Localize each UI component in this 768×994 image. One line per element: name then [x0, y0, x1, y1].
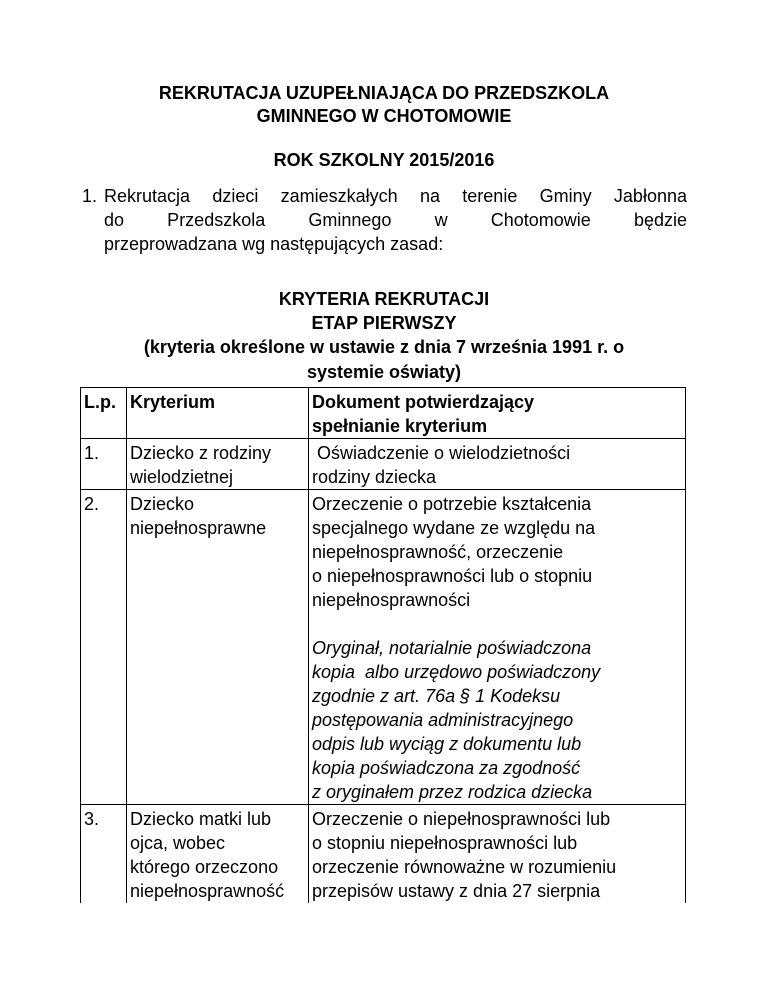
note-line: postępowania administracyjnego — [312, 710, 574, 730]
table-header-row — [81, 388, 686, 439]
note-line: odpis lub wyciąg z dokumentu lub — [312, 734, 582, 754]
document-line: niepełnosprawności — [312, 590, 471, 610]
criterion-line: Dziecko — [130, 494, 195, 514]
row-lp: 1. — [81, 439, 127, 490]
document-line: przepisów ustawy z dnia 27 sierpnia — [312, 881, 601, 901]
header-criterion: Kryterium — [127, 388, 309, 439]
row-criterion — [127, 490, 309, 805]
document-line: Orzeczenie o niepełnosprawności lub — [312, 809, 611, 829]
document-line: niepełnosprawność, orzeczenie — [312, 542, 564, 562]
header-document — [309, 388, 686, 439]
school-year-heading: ROK SZKOLNY 2015/2016 — [273, 150, 495, 170]
document-title-line-2: GMINNEGO W CHOTOMOWIE — [256, 106, 512, 126]
intro-line: Rekrutacja dzieci zamieszkałych na terenie Gminy Jabłonna — [104, 186, 687, 206]
document-line: Orzeczenie o potrzebie kształcenia — [312, 494, 592, 514]
table-row — [81, 805, 686, 904]
row-document — [309, 490, 686, 805]
note-line: z oryginałem przez rodzica dziecka — [312, 782, 593, 802]
criterion-line: niepełnosprawne — [130, 518, 267, 538]
intro-line: do Przedszkola Gminnego w Chotomowie będzie — [104, 210, 687, 230]
document-title-line-1: REKRUTACJA UZUPEŁNIAJĄCA DO PRZEDSZKOLA — [158, 83, 610, 103]
document-line: orzeczenie równoważne w rozumieniu — [312, 857, 617, 877]
note-line: kopia albo urzędowo poświadczony — [312, 662, 601, 682]
criteria-subheading-line-1: (kryteria określone w ustawie z dnia 7 września 1991 r. o — [143, 337, 625, 357]
row-lp: 2. — [81, 490, 127, 805]
header-document-line: Dokument potwierdzający — [312, 392, 535, 412]
criteria-heading: KRYTERIA REKRUTACJI — [278, 289, 490, 309]
table-row — [81, 490, 686, 805]
note-line: Oryginał, notarialnie poświadczona — [312, 638, 592, 658]
note-line: zgodnie z art. 76a § 1 Kodeksu — [312, 686, 561, 706]
header-document-line: spełnianie kryterium — [312, 416, 488, 436]
criterion-line: którego orzeczono — [130, 857, 279, 877]
intro-paragraph — [104, 184, 687, 256]
criterion-line: wielodzietnej — [130, 467, 234, 487]
document-line: o niepełnosprawności lub o stopniu — [312, 566, 593, 586]
criterion-line: ojca, wobec — [130, 833, 226, 853]
row-document — [309, 439, 686, 490]
header-lp: L.p. — [81, 388, 127, 439]
row-lp: 3. — [81, 805, 127, 904]
note-line: kopia poświadczona za zgodność — [312, 758, 581, 778]
row-document — [309, 805, 686, 904]
intro-list-item — [82, 184, 687, 256]
criterion-line: Dziecko z rodziny — [130, 443, 272, 463]
document-line: o stopniu niepełnosprawności lub — [312, 833, 578, 853]
spacer — [312, 612, 682, 636]
document-line: Oświadczenie o wielodzietności — [312, 443, 571, 463]
criteria-subheading-line-2: systemie oświaty) — [306, 362, 462, 382]
criterion-line: niepełnosprawność — [130, 881, 285, 901]
criterion-line: Dziecko matki lub — [130, 809, 272, 829]
stage-heading: ETAP PIERWSZY — [311, 313, 457, 333]
row-criterion — [127, 805, 309, 904]
document-line: specjalnego wydane ze względu na — [312, 518, 596, 538]
intro-line: przeprowadzana wg następujących zasad: — [104, 234, 444, 254]
criteria-table — [80, 387, 686, 903]
document-line: rodziny dziecka — [312, 467, 437, 487]
row-criterion — [127, 439, 309, 490]
table-row — [81, 439, 686, 490]
list-number: 1. — [82, 186, 98, 206]
